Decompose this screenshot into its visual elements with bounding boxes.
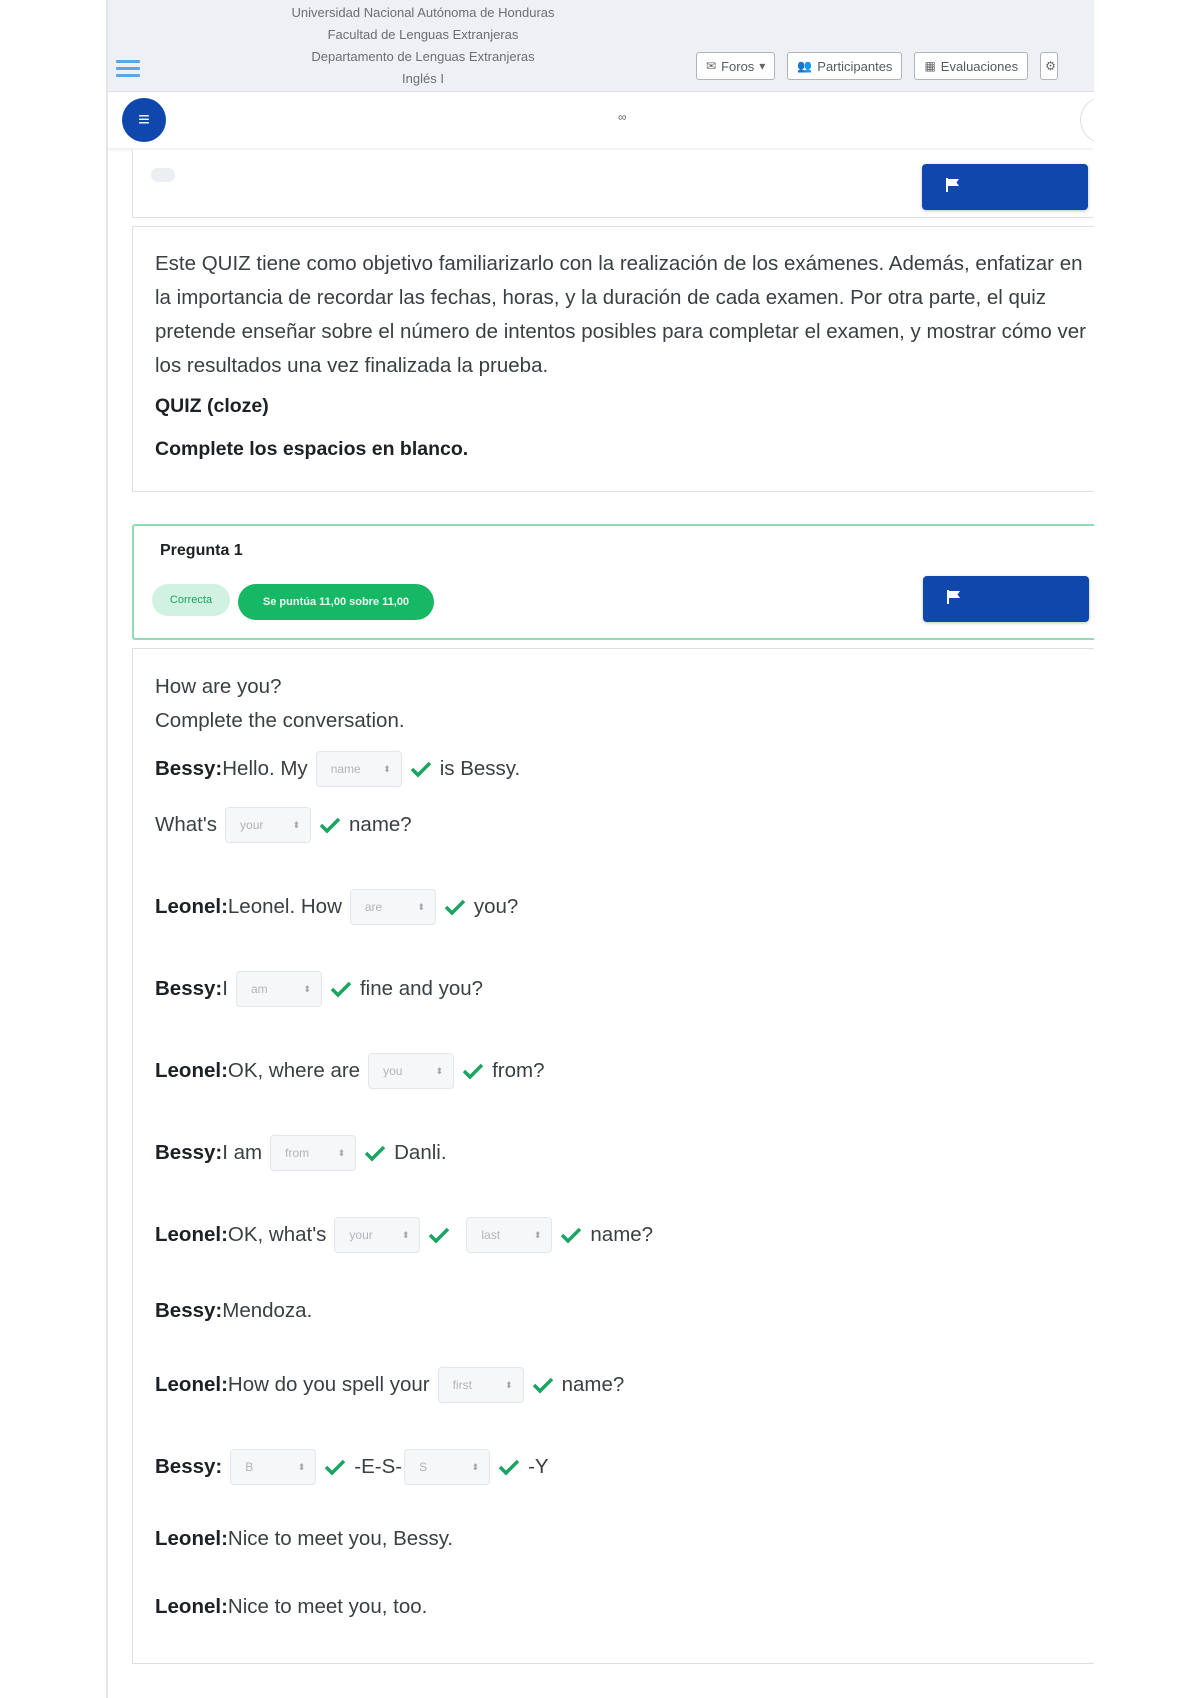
- dialogue-line: [155, 1299, 312, 1323]
- dialogue-line: [155, 889, 518, 925]
- quiz-title: QUIZ (cloze): [155, 395, 269, 417]
- speaker: Leonel:: [155, 1223, 228, 1246]
- selected-value: your: [240, 818, 264, 832]
- check-icon: [560, 1226, 582, 1244]
- institution-line: Universidad Nacional Autónoma de Honduras: [291, 5, 555, 20]
- dialogue-line: [155, 1367, 624, 1403]
- institution-line: Departamento de Lenguas Extranjeras: [311, 49, 535, 64]
- dialogue-line: [155, 1449, 549, 1485]
- page-frame: [108, 0, 1094, 1698]
- selected-value: your: [349, 1228, 373, 1242]
- check-icon: [498, 1458, 520, 1476]
- evaluations-button[interactable]: [914, 52, 1028, 80]
- evaluations-label: Evaluaciones: [940, 58, 1019, 74]
- info-pill: [151, 168, 175, 182]
- check-icon: [428, 1226, 450, 1244]
- check-icon: [319, 816, 341, 834]
- select-arrow-icon: ⬍: [303, 983, 311, 994]
- status-badge: Correcta: [152, 584, 230, 616]
- top-header: [108, 0, 1094, 92]
- forums-label: Foros: [721, 58, 755, 74]
- hamburger-menu-icon[interactable]: [116, 60, 140, 78]
- selected-value: S: [419, 1460, 428, 1474]
- select-arrow-icon: ⬍: [297, 1461, 306, 1472]
- select-arrow-icon: ⬍: [401, 1229, 410, 1240]
- select-arrow-icon: ⬍: [292, 819, 301, 830]
- speaker: Leonel:: [155, 1527, 228, 1550]
- course-name: Inglés I: [402, 71, 444, 86]
- question-prompt: How are you?: [155, 675, 282, 698]
- course-nav: [696, 52, 1058, 80]
- line-text: -E-S-: [354, 1455, 403, 1478]
- flag-icon: [945, 588, 963, 611]
- dialogue-line: [155, 1527, 453, 1551]
- select-arrow-icon: ⬍: [471, 1461, 480, 1472]
- list-icon: ≡: [138, 108, 150, 131]
- check-icon: [532, 1376, 554, 1394]
- check-icon: [462, 1062, 484, 1080]
- speaker: Bessy:: [155, 1299, 223, 1322]
- question-header: [132, 524, 1094, 640]
- selected-value: from: [285, 1146, 310, 1160]
- user-avatar[interactable]: [1080, 96, 1094, 144]
- line-text: Nice to meet you, too.: [227, 1595, 428, 1618]
- line-text: I am: [222, 1141, 263, 1164]
- answer-select[interactable]: [466, 1217, 552, 1253]
- check-icon: [364, 1144, 386, 1162]
- speaker: Bessy:: [155, 977, 223, 1000]
- line-text: Danli.: [394, 1141, 447, 1164]
- line-text: Mendoza.: [222, 1299, 313, 1322]
- answer-select[interactable]: [368, 1053, 454, 1089]
- select-arrow-icon: ⬍: [505, 1379, 513, 1390]
- line-text: is Bessy.: [439, 757, 521, 780]
- line-text: you?: [473, 895, 519, 918]
- line-text: I: [222, 977, 228, 1000]
- answer-select[interactable]: [404, 1449, 490, 1485]
- speaker: Bessy:: [155, 757, 223, 780]
- line-text: from?: [492, 1059, 545, 1082]
- line-text: name?: [561, 1373, 625, 1396]
- dialogue-line: [155, 1135, 447, 1171]
- answer-select[interactable]: [236, 971, 322, 1007]
- forums-button[interactable]: [696, 52, 775, 80]
- secondary-bar: [108, 92, 1094, 148]
- check-icon: [410, 760, 432, 778]
- participants-button[interactable]: [787, 52, 902, 80]
- select-arrow-icon: ⬍: [435, 1065, 444, 1076]
- answer-select[interactable]: [270, 1135, 356, 1171]
- selected-value: am: [250, 982, 268, 996]
- select-arrow-icon: ⬍: [383, 763, 391, 774]
- speaker: Leonel:: [155, 1595, 228, 1618]
- line-text: OK, what's: [227, 1223, 327, 1246]
- selected-value: first: [452, 1378, 472, 1392]
- speaker: Leonel:: [155, 1059, 228, 1082]
- answer-select[interactable]: [334, 1217, 420, 1253]
- line-text: name?: [349, 813, 412, 836]
- info-card-header: [132, 150, 1094, 218]
- institution-line: Facultad de Lenguas Extranjeras: [327, 27, 519, 42]
- line-text: Nice to meet you, Bessy.: [227, 1527, 454, 1550]
- caret-down-icon: ▾: [759, 59, 766, 73]
- score-badge: Se puntúa 11,00 sobre 11,00: [238, 584, 434, 620]
- flag-question-button[interactable]: [923, 576, 1089, 622]
- dialogue-line: [155, 1595, 427, 1619]
- selected-value: you: [383, 1064, 403, 1078]
- line-text: -Y: [528, 1455, 549, 1478]
- dialogue-line: [155, 807, 412, 843]
- intro-text: Este QUIZ tiene como objetivo familiarizarlo con la realización de los exámenes. Además, enfatizar en la importancia de recordar las fechas, horas, y la duración de cada examen. Por otra parte, el quiz pretende enseñar sobre el número de intentos posibles para completar el examen, y mostrar cómo ver los resultados una vez finalizada la prueba.: [155, 252, 1086, 377]
- speaker: Leonel:: [155, 1373, 228, 1396]
- select-arrow-icon: ⬍: [533, 1229, 542, 1240]
- line-text: Leonel. How: [227, 895, 342, 918]
- speaker: Leonel:: [155, 895, 228, 918]
- question-body: [132, 648, 1094, 1664]
- select-arrow-icon: ⬍: [337, 1147, 346, 1158]
- dialogue-line: [155, 751, 520, 787]
- more-icon: ⚙: [1045, 59, 1056, 73]
- check-icon: [330, 980, 352, 998]
- line-text: What's: [155, 813, 218, 836]
- speaker: Bessy:: [155, 1141, 223, 1164]
- question-title: Pregunta 1: [160, 542, 243, 559]
- flag-icon: [944, 176, 962, 199]
- users-icon: 👥: [797, 59, 813, 73]
- more-button[interactable]: [1040, 52, 1058, 80]
- secondary-center-text: ∞: [618, 110, 628, 124]
- check-icon: [324, 1458, 346, 1476]
- line-text: How do you spell your: [227, 1373, 430, 1396]
- select-arrow-icon: ⬍: [417, 901, 425, 912]
- participants-label: Participantes: [817, 58, 893, 74]
- calendar-icon: ▦: [924, 59, 936, 73]
- line-text: fine and you?: [359, 977, 484, 1000]
- selected-value: last: [481, 1228, 501, 1242]
- answer-select[interactable]: [438, 1367, 524, 1403]
- selected-value: B: [245, 1460, 254, 1474]
- intro-card: [132, 226, 1094, 492]
- institution-heading: [248, 2, 598, 90]
- selected-value: name: [330, 762, 361, 776]
- dialogue-line: [155, 1053, 544, 1089]
- forum-icon: ✉: [706, 59, 717, 73]
- quiz-instruction: Complete los espacios en blanco.: [155, 438, 469, 460]
- line-text: Hello. My: [222, 757, 308, 780]
- line-text: name?: [590, 1223, 654, 1246]
- dialogue-line: [155, 971, 483, 1007]
- flag-button[interactable]: [922, 164, 1088, 210]
- selected-value: are: [364, 900, 383, 914]
- speaker: Bessy:: [155, 1455, 223, 1478]
- answer-select[interactable]: [350, 889, 436, 925]
- answer-select[interactable]: [316, 751, 402, 787]
- check-icon: [444, 898, 466, 916]
- line-text: OK, where are: [227, 1059, 361, 1082]
- question-instruction: Complete the conversation.: [155, 709, 405, 732]
- answer-select[interactable]: [225, 807, 311, 843]
- answer-select[interactable]: [230, 1449, 316, 1485]
- drawer-toggle-button[interactable]: [122, 98, 166, 142]
- dialogue-line: [155, 1217, 653, 1253]
